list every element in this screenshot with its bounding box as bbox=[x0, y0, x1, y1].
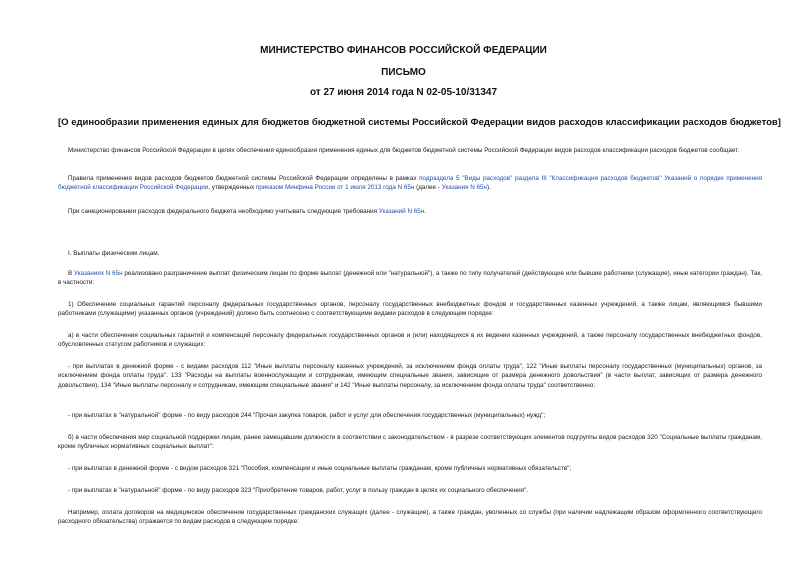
paragraph-rules-text-a: Правила применения видов расходов бюджетов бюджетной системы Российской Федерации определены в рамках bbox=[68, 175, 420, 182]
document-title: [О единообразии применения единых для бюджетов бюджетной системы Российской Федерации видов расходов классификации расходов бюджетов] bbox=[58, 117, 781, 128]
paragraph-item-b: б) в части обеспечения мер социальной поддержки лицам, ранее замещавшим должности в соответствии с законодательством - в разрезе соответствующих элементов подгруппы видов расходов 320 "Социальные выплаты гражданам, кроме публичных нормативных социальных выплат": bbox=[58, 434, 762, 451]
paragraph-requirements-text-b: . bbox=[424, 208, 426, 215]
link-instructions-65n[interactable]: Указания N 65н bbox=[441, 184, 488, 192]
paragraph-requirements-text-a: При санкционировании расходов федерального бюджета необходимо учитывать следующие требования bbox=[68, 208, 379, 215]
paragraph-intro: Министерство финансов Российской Федерации в целях обеспечения единообразия применения единых для бюджетов бюджетной системы Российской Федерации видов расходов классификации расходов бюджетов сообщает. bbox=[68, 147, 740, 154]
paragraph-rules bbox=[58, 174, 762, 193]
paragraph-item-1: 1) Обеспечение социальных гарантий персоналу федеральных государственных органов, персоналу государственных внебюджетных фондов и государственных казенных учреждений, а также лицам, являющимся бывшими работниками (служащими) указанных органов (учреждений) должно быть соотнесено с соответствующими видами расходов в следующем порядке: bbox=[58, 301, 762, 318]
paragraph-rules-text-c: (далее - bbox=[414, 184, 442, 192]
document-type: ПИСЬМО bbox=[381, 67, 426, 78]
link-subsection-5[interactable]: подраздела 5 "Виды расходов" раздела III "Классификация расходов бюджетов" Указаний о порядке применения бюджетной классификации Российской Федерации bbox=[58, 175, 762, 192]
document-date-number: от 27 июня 2014 года N 02-05-10/31347 bbox=[309, 87, 498, 98]
paragraph-distinction bbox=[58, 269, 762, 288]
paragraph-rules-text-b: , утвержденных bbox=[208, 184, 256, 192]
paragraph-inkind-323: - при выплатах в "натуральной" форме - по виду расходов 323 "Приобретение товаров, работ, услуг в пользу граждан в целях их социального обеспечения". bbox=[68, 487, 528, 494]
paragraph-requirements bbox=[58, 207, 762, 216]
ministry-heading: МИНИСТЕРСТВО ФИНАНСОВ РОССИЙСКОЙ ФЕДЕРАЦИИ bbox=[260, 45, 547, 56]
link-instructions-65n-2[interactable]: Указаний N 65н bbox=[378, 208, 425, 215]
paragraph-cash-321: - при выплатах в денежной форме - с видом расходов 321 "Пособия, компенсации и иные социальные выплаты гражданам, кроме публичных нормативных обязательств"; bbox=[68, 465, 572, 472]
paragraph-distinction-text-b: реализовано разграничение выплат физическим лицам по форме выплат (денежной или "натуральной"), а также по типу получателей (действующие или бывшие работники (служащие), иные категории граждан). Так, в частности: bbox=[58, 270, 762, 287]
link-instructions-65n-3[interactable]: Указаниях N 65н bbox=[73, 270, 123, 277]
paragraph-cash-payments: - при выплатах в денежной форме - с видами расходов 112 "Иные выплаты персоналу казенных учреждений, за исключением фонда оплаты труда", 122 "Иные выплаты персоналу государственных (муниципальных) органов, за исключением фонда оплаты труда", 133 "Расходы на выплаты военнослужащим и сотрудникам, имеющим специальные звания, зависящие от размера денежного довольствия" (в части выплат, зависящих от размера денежного довольствия), 134 "Иные выплаты персоналу и сотрудникам, имеющим специальные звания" и 142 "Иные выплаты персоналу, за исключением фонда оплаты труда" соответственно; bbox=[58, 363, 762, 389]
paragraph-inkind-payments: - при выплатах в "натуральной" форме - по виду расходов 244 "Прочая закупка товаров, работ и услуг для обеспечения государственных (муниципальных) нужд"; bbox=[68, 412, 546, 419]
paragraph-example: Например, оплата договоров на медицинское обеспечение государственных гражданских служащих (далее - служащие), а также граждан, уволенных со службы (при наличии надлежащим образом оформленного соответствующего расходного обязательства) отражается по видам расходов в следующем порядке: bbox=[58, 509, 762, 526]
paragraph-rules-text-d: ). bbox=[487, 184, 491, 192]
link-order-65n[interactable]: приказом Минфина России от 1 июля 2013 года N 65н bbox=[255, 184, 415, 192]
paragraph-item-a: а) в части обеспечения социальных гарантий и компенсаций персоналу федеральных государственных органов и (или) находящихся в их ведении казенных учреждений, а также персоналу государственных внебюджетных фондов, обусловленных статусом работников и служащих: bbox=[58, 332, 762, 349]
paragraph-distinction-text-a: В bbox=[68, 270, 74, 277]
section-heading-1: I. Выплаты физическим лицам. bbox=[68, 250, 160, 257]
